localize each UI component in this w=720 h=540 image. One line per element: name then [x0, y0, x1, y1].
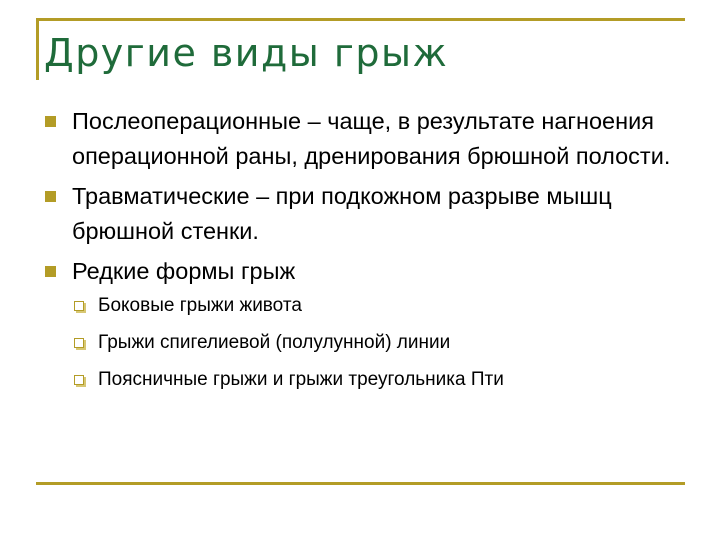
bullet-text: Травматические – при подкожном разрыве мышц брюшной стенки.	[72, 183, 612, 244]
sub-bullet-item	[44, 330, 684, 356]
square-bullet-icon	[45, 116, 56, 127]
sub-bullet-text: Боковые грыжи живота	[98, 295, 302, 316]
bottom-rule	[36, 482, 685, 485]
sub-bullet-item	[44, 293, 684, 319]
sub-bullet-item	[44, 367, 684, 393]
hollow-square-bullet-icon	[74, 301, 84, 311]
bullet-text: Послеоперационные – чаще, в результате нагноения операционной раны, дренирования брюшной полости.	[72, 108, 671, 169]
bullet-list	[44, 104, 684, 393]
square-bullet-icon	[45, 266, 56, 277]
bullet-item	[44, 104, 684, 174]
hollow-square-bullet-icon	[74, 338, 84, 348]
bullet-item	[44, 179, 684, 249]
sub-bullet-text: Грыжи спигелиевой (полулунной) линии	[98, 332, 451, 353]
sub-bullet-list	[44, 293, 684, 393]
hollow-square-bullet-icon	[74, 375, 84, 385]
square-bullet-icon	[45, 191, 56, 202]
slide-title: Другие виды грыж	[44, 31, 449, 75]
left-rule	[36, 18, 39, 80]
bullet-text: Редкие формы грыж	[72, 258, 296, 284]
sub-bullet-text: Поясничные грыжи и грыжи треугольника Пти	[98, 369, 504, 390]
top-rule	[36, 18, 685, 21]
slide-content	[44, 104, 684, 404]
bullet-item	[44, 254, 684, 393]
